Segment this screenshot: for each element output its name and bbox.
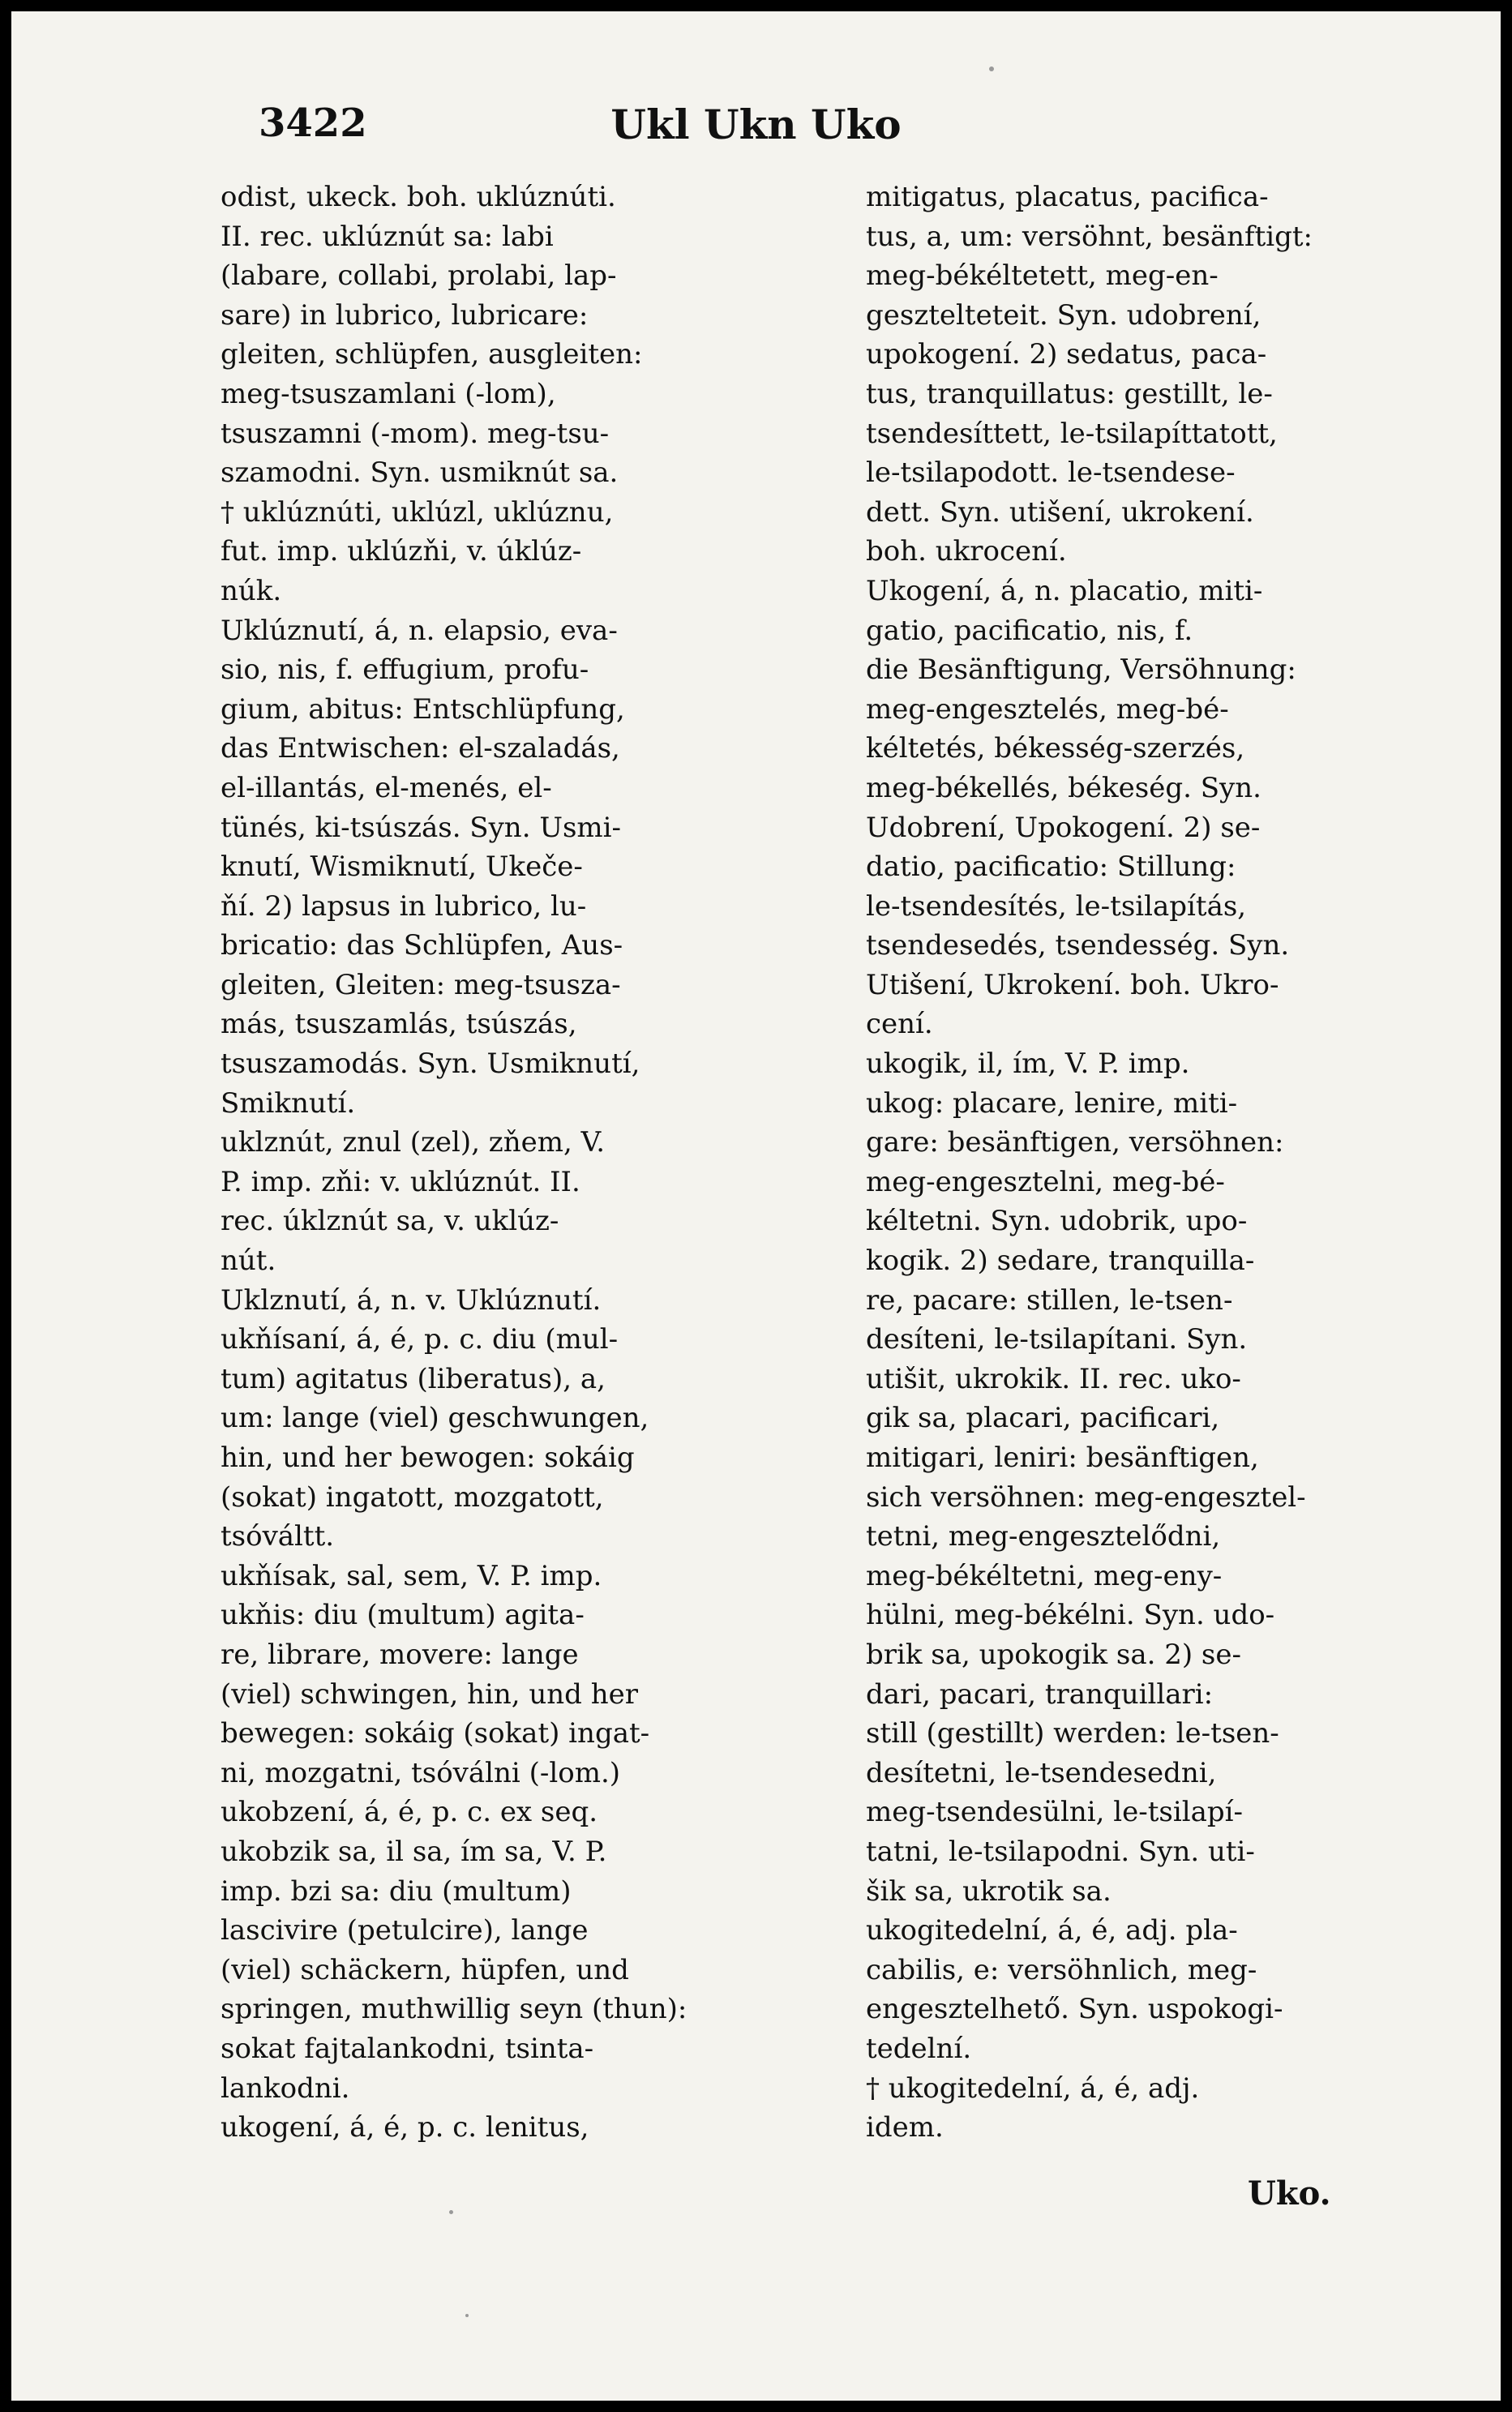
right-column-line: still (gestillt) werden: le-tsen- bbox=[866, 1717, 1279, 1750]
left-column-line: núk. bbox=[221, 574, 282, 607]
right-column-line: mitigari, leniri: besänftigen, bbox=[866, 1442, 1259, 1474]
left-column-line: lascivire (petulcire), lange bbox=[221, 1914, 589, 1947]
page-number: 3422 bbox=[259, 101, 367, 146]
right-column-line: engesztelhető. Syn. uspokogi- bbox=[866, 1993, 1283, 2026]
left-column-line: nút. bbox=[221, 1245, 276, 1278]
right-column-line: die Besänftigung, Versöhnung: bbox=[866, 653, 1296, 687]
right-column-line: cabilis, e: versöhnlich, meg- bbox=[866, 1953, 1257, 1986]
right-column-line: re, pacare: stillen, le-tsen- bbox=[866, 1283, 1233, 1317]
right-column-line: † ukogitedelní, á, é, adj. bbox=[866, 2071, 1200, 2105]
left-column-line: gleiten, Gleiten: meg-tsusza- bbox=[221, 968, 621, 1001]
left-column-line: ukogení, á, é, p. c. lenitus, bbox=[221, 2111, 589, 2144]
right-column-line: meg-békellés, békeség. Syn. bbox=[866, 771, 1261, 804]
right-column-line: le-tsilapodott. le-tsendese- bbox=[866, 456, 1236, 490]
right-column-line: brik sa, upokogik sa. 2) se- bbox=[866, 1638, 1241, 1671]
speck-mark bbox=[989, 66, 994, 71]
right-column-line: dett. Syn. utišení, ukrokení. bbox=[866, 495, 1254, 529]
right-column-line: tus, a, um: versöhnt, besänftigt: bbox=[866, 220, 1313, 253]
left-column-line: † uklúznúti, uklúzl, uklúznu, bbox=[221, 495, 614, 529]
speck-mark bbox=[449, 2210, 453, 2214]
right-column-line: meg-engesztelés, meg-bé- bbox=[866, 692, 1229, 726]
right-column-line: ukogitedelní, á, é, adj. pla- bbox=[866, 1914, 1238, 1947]
right-column-line: meg-engesztelni, meg-bé- bbox=[866, 1165, 1225, 1198]
right-column-line: cení. bbox=[866, 1008, 933, 1041]
left-column-line: sare) in lubrico, lubricare: bbox=[221, 298, 589, 332]
left-column-line: ukňísak, sal, sem, V. P. imp. bbox=[221, 1559, 602, 1592]
left-column-line: meg-tsuszamlani (-lom), bbox=[221, 377, 556, 410]
right-column-line: šik sa, ukrotik sa. bbox=[866, 1874, 1112, 1908]
right-column-line: mitigatus, placatus, pacifica- bbox=[866, 181, 1269, 213]
running-head: Ukl Ukn Uko bbox=[610, 101, 902, 148]
right-column-line: tus, tranquillatus: gestillt, le- bbox=[866, 377, 1273, 410]
left-column-line: um: lange (viel) geschwungen, bbox=[221, 1402, 649, 1435]
right-column-line: gik sa, placari, pacificari, bbox=[866, 1402, 1220, 1435]
right-column-line: Utišení, Ukrokení. boh. Ukro- bbox=[866, 968, 1279, 1001]
left-column-line: odist, ukeck. boh. uklúznúti. bbox=[221, 181, 616, 213]
left-column-line: das Entwischen: el-szaladás, bbox=[221, 732, 620, 765]
left-column-line: tsóváltt. bbox=[221, 1520, 335, 1553]
right-column-line: le-tsendesítés, le-tsilapítás, bbox=[866, 889, 1247, 923]
left-column-line: gleiten, schlüpfen, ausgleiten: bbox=[221, 338, 643, 371]
left-column-line: (viel) schwingen, hin, und her bbox=[221, 1677, 638, 1711]
right-column-line: kéltetés, békesség-szerzés, bbox=[866, 732, 1245, 765]
left-column-line: ukobzik sa, il sa, ím sa, V. P. bbox=[221, 1835, 607, 1868]
right-column-line: tetni, meg-engesztelődni, bbox=[866, 1520, 1221, 1553]
left-column-line: Uklznutí, á, n. v. Uklúznutí. bbox=[221, 1283, 602, 1317]
right-column-line: kogik. 2) sedare, tranquilla- bbox=[866, 1245, 1255, 1278]
right-column-line: ukog: placare, lenire, miti- bbox=[866, 1086, 1238, 1120]
right-column-line: tedelní. bbox=[866, 2032, 972, 2065]
right-column-line: Udobrení, Upokogení. 2) se- bbox=[866, 811, 1261, 844]
right-column-line: tatni, le-tsilapodni. Syn. uti- bbox=[866, 1835, 1255, 1868]
left-column-line: knutí, Wismiknutí, Ukeče- bbox=[221, 850, 583, 884]
left-column-line: hin, und her bewogen: sokáig bbox=[221, 1442, 635, 1474]
left-column-line: (labare, collabi, prolabi, lap- bbox=[221, 259, 617, 293]
left-column-line: ni, mozgatni, tsóválni (-lom.) bbox=[221, 1756, 621, 1789]
right-column-line: ukogik, il, ím, V. P. imp. bbox=[866, 1047, 1190, 1081]
right-column-line: gatio, pacificatio, nis, f. bbox=[866, 614, 1193, 647]
left-column-line: ukobzení, á, é, p. c. ex seq. bbox=[221, 1796, 598, 1829]
right-column-line: gare: besänftigen, versöhnen: bbox=[866, 1126, 1284, 1159]
left-column-line: re, librare, movere: lange bbox=[221, 1638, 579, 1671]
left-column bbox=[221, 178, 788, 2148]
right-column-line: idem. bbox=[866, 2111, 944, 2144]
left-column-line: rec. úklznút sa, v. uklúz- bbox=[221, 1205, 559, 1238]
speck-mark bbox=[465, 2314, 469, 2317]
right-column bbox=[866, 178, 1433, 2148]
right-column-line: dari, pacari, tranquillari: bbox=[866, 1677, 1214, 1711]
left-column-line: tünés, ki-tsúszás. Syn. Usmi- bbox=[221, 811, 622, 844]
catchword: Uko. bbox=[1248, 2174, 1331, 2213]
left-column-line: bewegen: sokáig (sokat) ingat- bbox=[221, 1717, 650, 1750]
paper-sheet bbox=[11, 11, 1501, 2401]
right-column-line: meg-békéltetett, meg-en- bbox=[866, 259, 1219, 293]
left-column-line: Smiknutí. bbox=[221, 1086, 356, 1120]
left-column-line: sio, nis, f. effugium, profu- bbox=[221, 653, 589, 687]
left-column-line: imp. bzi sa: diu (multum) bbox=[221, 1874, 572, 1908]
right-column-line: hülni, meg-békélni. Syn. udo- bbox=[866, 1599, 1275, 1632]
right-column-line: meg-békéltetni, meg-eny- bbox=[866, 1559, 1223, 1592]
left-column-line: II. rec. uklúznút sa: labi bbox=[221, 220, 554, 253]
left-column-line: springen, muthwillig seyn (thun): bbox=[221, 1993, 687, 2026]
left-column-line: uklznút, znul (zel), zňem, V. bbox=[221, 1126, 606, 1159]
left-column-line: (viel) schäckern, hüpfen, und bbox=[221, 1953, 629, 1986]
left-column-line: tsuszamodás. Syn. Usmiknutí, bbox=[221, 1047, 640, 1081]
left-column-line: (sokat) ingatott, mozgatott, bbox=[221, 1480, 604, 1514]
right-column-line: gesztelteteit. Syn. udobrení, bbox=[866, 298, 1261, 332]
right-column-line: datio, pacificatio: Stillung: bbox=[866, 850, 1236, 884]
left-column-line: tum) agitatus (liberatus), a, bbox=[221, 1362, 606, 1395]
right-column-line: upokogení. 2) sedatus, paca- bbox=[866, 338, 1267, 371]
left-column-line: fut. imp. uklúzňi, v. úklúz- bbox=[221, 535, 582, 568]
right-column-line: sich versöhnen: meg-engesztel- bbox=[866, 1480, 1306, 1514]
right-column-line: Ukogení, á, n. placatio, miti- bbox=[866, 574, 1263, 607]
left-column-line: ňí. 2) lapsus in lubrico, lu- bbox=[221, 889, 587, 923]
left-column-line: Uklúznutí, á, n. elapsio, eva- bbox=[221, 614, 618, 647]
left-column-line: lankodni. bbox=[221, 2071, 350, 2105]
left-column-line: tsuszamni (-mom). meg-tsu- bbox=[221, 417, 610, 450]
right-column-line: boh. ukrocení. bbox=[866, 535, 1067, 568]
left-column-line: ukňis: diu (multum) agita- bbox=[221, 1599, 585, 1632]
right-column-line: tsendesíttett, le-tsilapíttatott, bbox=[866, 417, 1278, 450]
left-column-line: más, tsuszamlás, tsúszás, bbox=[221, 1008, 577, 1041]
page-header bbox=[11, 76, 1501, 149]
right-column-line: utišit, ukrokik. II. rec. uko- bbox=[866, 1362, 1241, 1395]
left-column-line: ukňísaní, á, é, p. c. diu (mul- bbox=[221, 1323, 619, 1356]
right-column-line: desítetni, le-tsendesedni, bbox=[866, 1756, 1217, 1789]
right-column-line: tsendesedés, tsendesség. Syn. bbox=[866, 929, 1290, 962]
left-column-line: bricatio: das Schlüpfen, Aus- bbox=[221, 929, 623, 962]
left-column-line: szamodni. Syn. usmiknút sa. bbox=[221, 456, 619, 490]
right-column-line: kéltetni. Syn. udobrik, upo- bbox=[866, 1205, 1248, 1238]
left-column-line: sokat fajtalankodni, tsinta- bbox=[221, 2032, 594, 2065]
left-column-line: P. imp. zňi: v. uklúznút. II. bbox=[221, 1165, 580, 1198]
left-column-line: gium, abitus: Entschlüpfung, bbox=[221, 692, 625, 726]
left-column-line: el-illantás, el-menés, el- bbox=[221, 771, 552, 804]
right-column-line: meg-tsendesülni, le-tsilapí- bbox=[866, 1796, 1243, 1829]
right-column-line: desíteni, le-tsilapítani. Syn. bbox=[866, 1323, 1248, 1356]
